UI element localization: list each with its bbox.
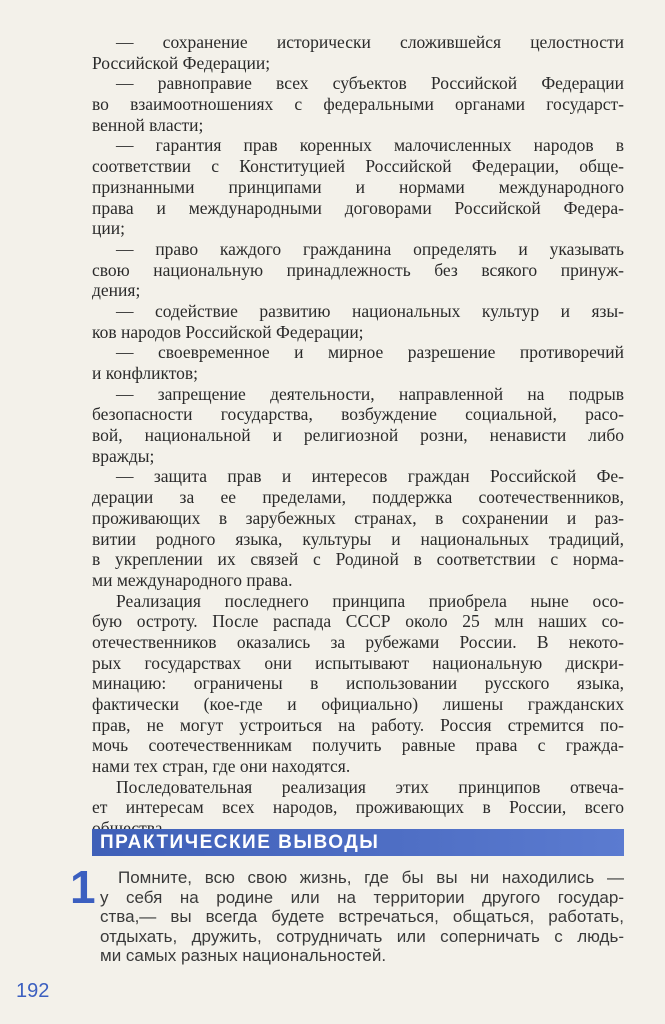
list-item-line: в укреплении их связей с Родиной в соответствии с норма-	[92, 549, 624, 570]
list-item-line: — содействие развитию национальных культур и язы-	[116, 300, 624, 321]
paragraph-line: ет интересам всех народов, проживающих в России, всего	[92, 797, 624, 818]
list-item-line: — запрещение деятельности, направленной на подрыв	[116, 383, 624, 404]
list-item-line: ков народов Российской Федерации;	[92, 321, 364, 342]
paragraph-line: прав, не могут устроиться на работу. Россия стремится по-	[92, 714, 624, 735]
list-item-line: — защита прав и интересов граждан Российской Фе-	[116, 466, 624, 487]
conclusion-line: ми самых разных национальностей.	[100, 946, 387, 965]
paragraph-line: фактически (кое-где и официально) лишены гражданских	[92, 694, 624, 714]
conclusion-line: Помните, всю свою жизнь, где бы вы ни находились —	[118, 868, 624, 887]
list-item-line: Российской Федерации;	[92, 52, 271, 73]
paragraph-line: бую остроту. После распада СССР около 25 млн наших со-	[92, 611, 624, 632]
list-item-line: вой, национальной и религиозной розни, ненависти либо	[92, 425, 624, 446]
list-item-line: дения;	[92, 280, 141, 301]
list-item-line: свою национальную принадлежность без всякого принуж-	[92, 259, 624, 280]
list-item-line: ции;	[92, 218, 125, 239]
conclusion-line: отдыхать, дружить, сотрудничать или соперничать с людь-	[100, 926, 624, 946]
list-item-line: признанными принципами и нормами международного	[92, 176, 624, 197]
paragraph-line: нами тех стран, где они находятся.	[92, 756, 351, 777]
list-item-line: витии родного языка, культуры и национальных традиций,	[92, 528, 624, 549]
list-item-line: — равноправие всех субъектов Российской Федерации	[116, 73, 624, 94]
list-item-line: во взаимоотношениях с федеральными органами государст-	[92, 94, 624, 115]
conclusion-line: у себя на родине или на территории другого государ-	[100, 887, 624, 907]
list-item-line: — своевременное и мирное разрешение противоречий	[116, 342, 624, 363]
conclusion-line: ства,— вы всегда будете встречаться, общаться, работать,	[100, 907, 624, 926]
list-item-line: венной власти;	[92, 114, 204, 135]
list-item-line: дерации за ее пределами, поддержка соотечественников,	[92, 487, 624, 508]
list-item-line: — сохранение исторически сложившейся целостности	[116, 32, 624, 52]
list-item-line: вражды;	[92, 445, 155, 466]
list-item-line: — право каждого гражданина определять и указывать	[116, 238, 624, 259]
page-number: 192	[16, 980, 50, 1002]
list-item-line: права и международными договорами Российской Федера-	[92, 197, 624, 218]
conclusion-text	[100, 868, 624, 966]
list-item-line: и конфликтов;	[92, 363, 199, 383]
paragraph-line: отечественников оказались за рубежами России. В некото-	[92, 631, 624, 652]
list-item-line: — гарантия прав коренных малочисленных народов в	[116, 135, 624, 156]
paragraph-line: мочь соотечественникам получить равные права с гражда-	[92, 735, 624, 756]
paragraph-line: Последовательная реализация этих принципов отвеча-	[116, 776, 624, 797]
list-item-line: проживающих в зарубежных странах, в сохранении и раз-	[92, 507, 624, 528]
list-item-line: соответствии с Конституцией Российской Федерации, обще-	[92, 156, 624, 177]
paragraph-line: минацию: ограничены в использовании русского языка,	[92, 673, 624, 694]
list-item-line: безопасности государства, возбуждение социальной, расо-	[92, 404, 624, 425]
paragraph-line: Реализация последнего принципа приобрела ныне осо-	[116, 590, 624, 611]
section-title: ПРАКТИЧЕСКИЕ ВЫВОДЫ	[100, 832, 380, 853]
list-item-line: ми международного права.	[92, 569, 293, 590]
paragraph-line: рых государствах они испытывают национальную дискри-	[92, 652, 624, 673]
conclusion-number: 1	[70, 861, 96, 913]
body-text	[92, 32, 624, 839]
